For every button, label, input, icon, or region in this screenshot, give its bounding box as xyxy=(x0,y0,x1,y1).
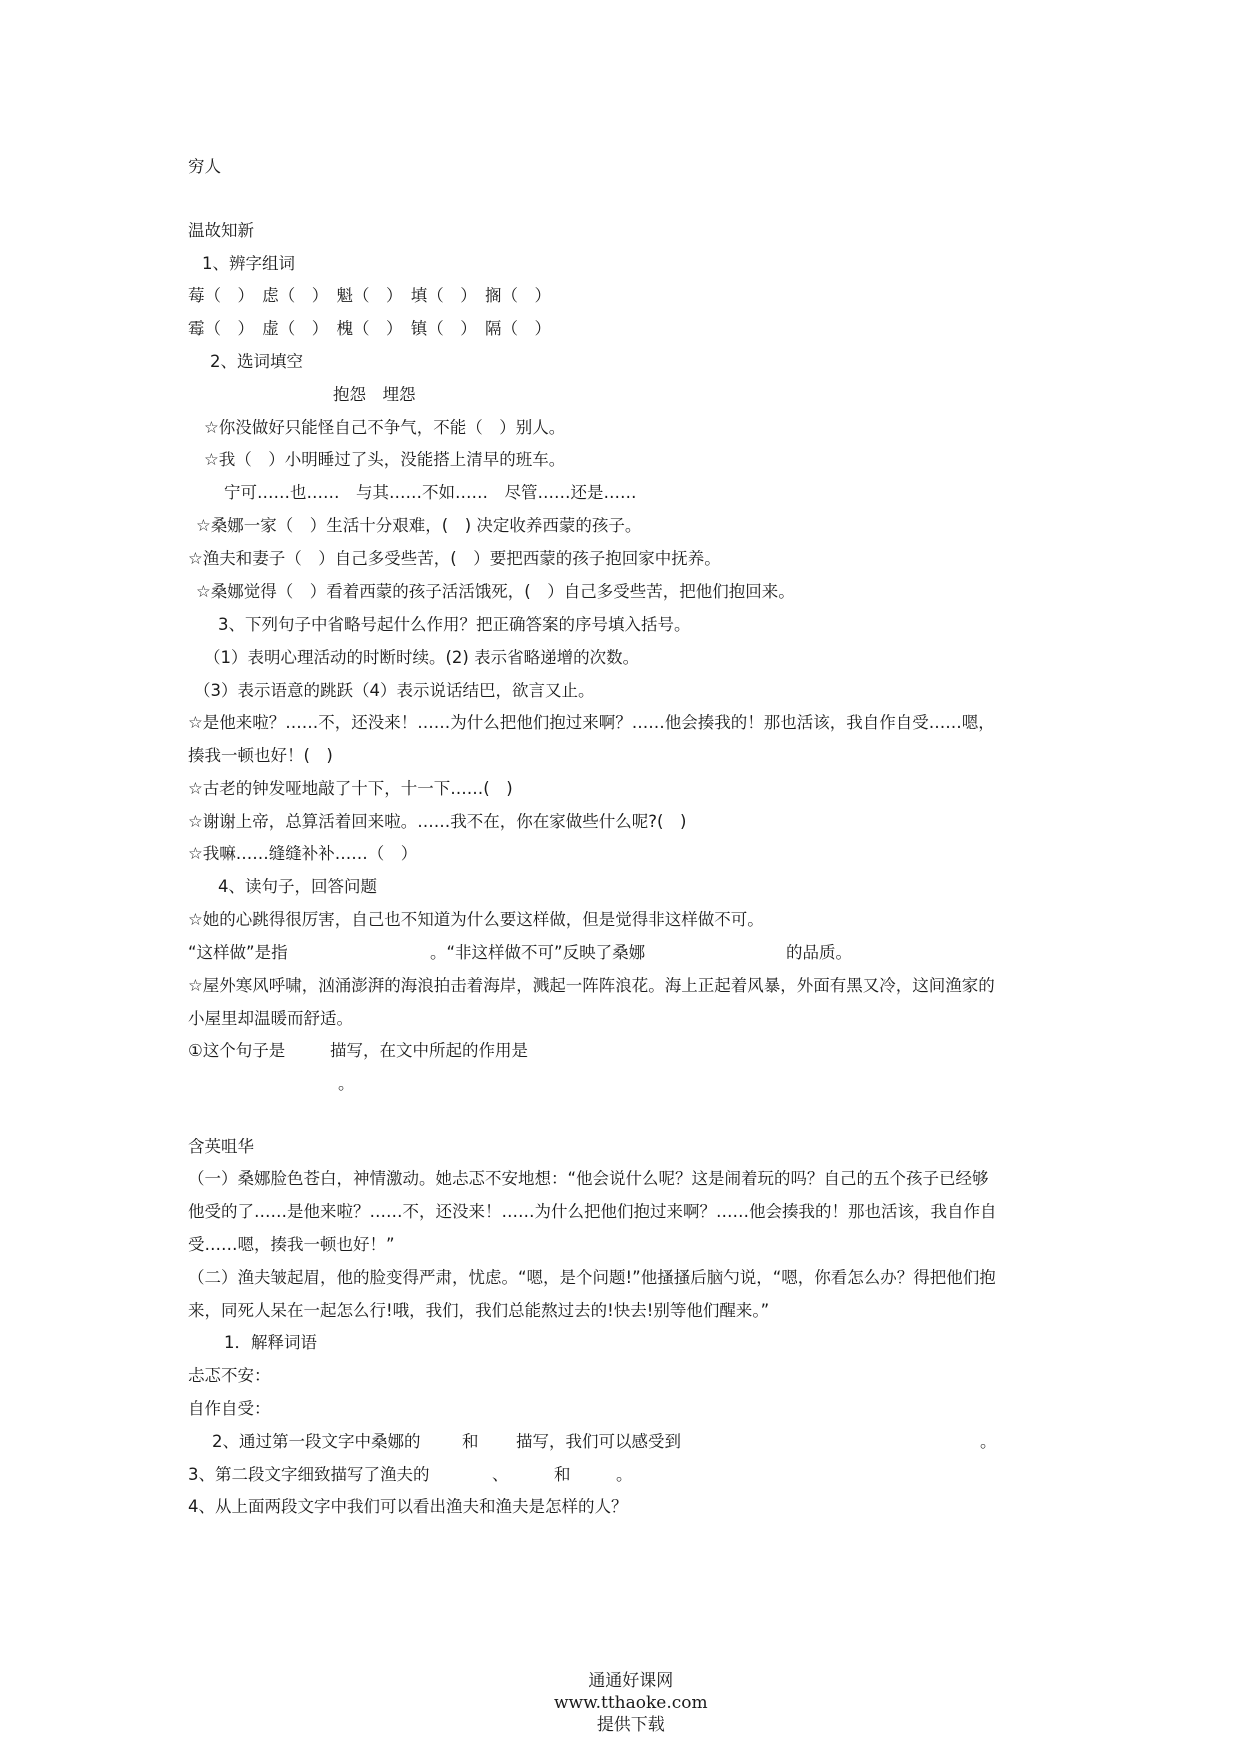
section-heading-reading: 含英咀华 xyxy=(188,1137,254,1156)
q4-sentence-1: ☆她的心跳得很厉害，自己也不知道为什么要这样做，但是觉得非这样做不可。 xyxy=(188,910,764,929)
q4-sentence-4c: 。 xyxy=(338,1074,355,1093)
passage-1-line-3: 受……嗯，揍我一顿也好！” xyxy=(188,1235,395,1254)
passage-2-line-1: （二）渔夫皱起眉，他的脸变得严肃，忧虑。“嗯，是个问题!”他搔搔后脑勺说，“嗯，你看怎么办？得把他们抱 xyxy=(188,1268,996,1287)
reading-q2-part-b: 和 xyxy=(462,1432,479,1451)
reading-q4: 4、从上面两段文字中我们可以看出渔夫和渔夫是怎样的人？ xyxy=(188,1497,628,1516)
section-heading-review: 温故知新 xyxy=(188,221,254,240)
footer-tail: 提供下载 xyxy=(596,1715,665,1735)
q3-option-1: （1）表明心理活动的时断时续。(2) 表示省略递增的次数。 xyxy=(204,648,640,667)
q2-sentence-5: ☆桑娜觉得（ ）看着西蒙的孩子活活饿死，( ）自己多受些苦，把他们抱回来。 xyxy=(196,582,795,601)
q4-sentence-2a: “这样做”是指 xyxy=(188,943,288,962)
q3-option-2: （3）表示语意的跳跃（4）表示说话结巴，欲言又止。 xyxy=(194,681,595,700)
q3-sentence-3: ☆谢谢上帝，总算活着回来啦。……我不在，你在家做些什么呢?( ) xyxy=(188,812,687,831)
q2-sentence-3: ☆桑娜一家（ ）生活十分艰难，( ) 决定收养西蒙的孩子。 xyxy=(196,516,642,535)
passage-2-line-2: 来，同死人呆在一起怎么行!哦，我们，我们总能熬过去的!快去!别等他们醒来。” xyxy=(188,1301,770,1320)
q3-sentence-4: ☆我嘛……缝缝补补……（ ） xyxy=(188,844,418,863)
reading-q3-part-b: 、 xyxy=(492,1465,509,1484)
q3-label: 3、下列句子中省略号起什么作用？把正确答案的序号填入括号。 xyxy=(218,615,691,634)
footer-url[interactable]: www.tthaoke.com xyxy=(553,1693,708,1713)
reading-q3-part-c: 和 xyxy=(554,1465,571,1484)
reading-q1-label: 1．解释词语 xyxy=(224,1333,317,1352)
q1-label: 1、辨字组词 xyxy=(202,254,295,273)
passage-1-line-1: （一）桑娜脸色苍白，神情激动。她忐忑不安地想：“他会说什么呢？这是闹着玩的吗？自己的五个孩子已经够 xyxy=(188,1169,989,1188)
q4-sentence-2b: 。“非这样做不可”反映了桑娜 xyxy=(430,943,646,962)
reading-q2-part-c: 描写，我们可以感受到 xyxy=(516,1432,681,1451)
q2-word-choices: 抱怨 埋怨 xyxy=(333,385,416,404)
q4-sentence-3b: 小屋里却温暖而舒适。 xyxy=(188,1009,353,1028)
q2-sentence-2: ☆我（ ）小明睡过了头，没能搭上清早的班车。 xyxy=(204,450,566,469)
reading-q3-part-d: 。 xyxy=(616,1465,633,1484)
q1-row2: 霉（ ） 虚（ ） 槐（ ） 镇（ ） 隔（ ） xyxy=(188,319,551,338)
footer-credit xyxy=(0,1648,1240,1758)
q4-sentence-4a: ①这个句子是 xyxy=(188,1041,286,1060)
q2-conjunction-choices: 宁可……也…… 与其……不如…… 尽管……还是…… xyxy=(224,483,637,502)
q2-sentence-4: ☆渔夫和妻子（ ）自己多受些苦，( ）要把西蒙的孩子抱回家中抚养。 xyxy=(188,549,721,568)
q3-sentence-1a: ☆是他来啦？……不，还没来！……为什么把他们抱过来啊？……他会揍我的！那也活该，我自作自受……嗯， xyxy=(188,713,995,732)
q2-sentence-1: ☆你没做好只能怪自己不争气，不能（ ）别人。 xyxy=(204,418,566,437)
q3-sentence-2: ☆古老的钟发哑地敲了十下，十一下……( ) xyxy=(188,779,513,798)
footer-site-name: 通通好课网 xyxy=(588,1671,674,1691)
q4-sentence-2c: 的品质。 xyxy=(786,943,852,962)
reading-q1-word-2: 自作自受： xyxy=(188,1399,271,1418)
q4-sentence-3a: ☆屋外寒风呼啸，汹涌澎湃的海浪拍击着海岸，溅起一阵阵浪花。海上正起着风暴，外面有黑又冷，这间渔家的 xyxy=(188,976,995,995)
q1-row1: 莓（ ） 虑（ ） 魁（ ） 填（ ） 搁（ ） xyxy=(188,286,551,305)
reading-q2-part-a: 2、通过第一段文字中桑娜的 xyxy=(212,1432,421,1451)
q3-sentence-1b: 揍我一顿也好！( ) xyxy=(188,746,333,765)
reading-q3-part-a: 3、第二段文字细致描写了渔夫的 xyxy=(188,1465,430,1484)
q4-sentence-4b: 描写，在文中所起的作用是 xyxy=(330,1041,528,1060)
reading-q2-part-d: 。 xyxy=(980,1432,997,1451)
doc-title: 穷人 xyxy=(188,157,221,176)
q4-label: 4、读句子，回答问题 xyxy=(218,877,377,896)
q2-label: 2、选词填空 xyxy=(210,352,303,371)
passage-1-line-2: 他受的了……是他来啦？……不，还没来！……为什么把他们抱过来啊？……他会揍我的！那也活该，我自作自 xyxy=(188,1202,997,1221)
reading-q1-word-1: 忐忑不安： xyxy=(188,1366,271,1385)
